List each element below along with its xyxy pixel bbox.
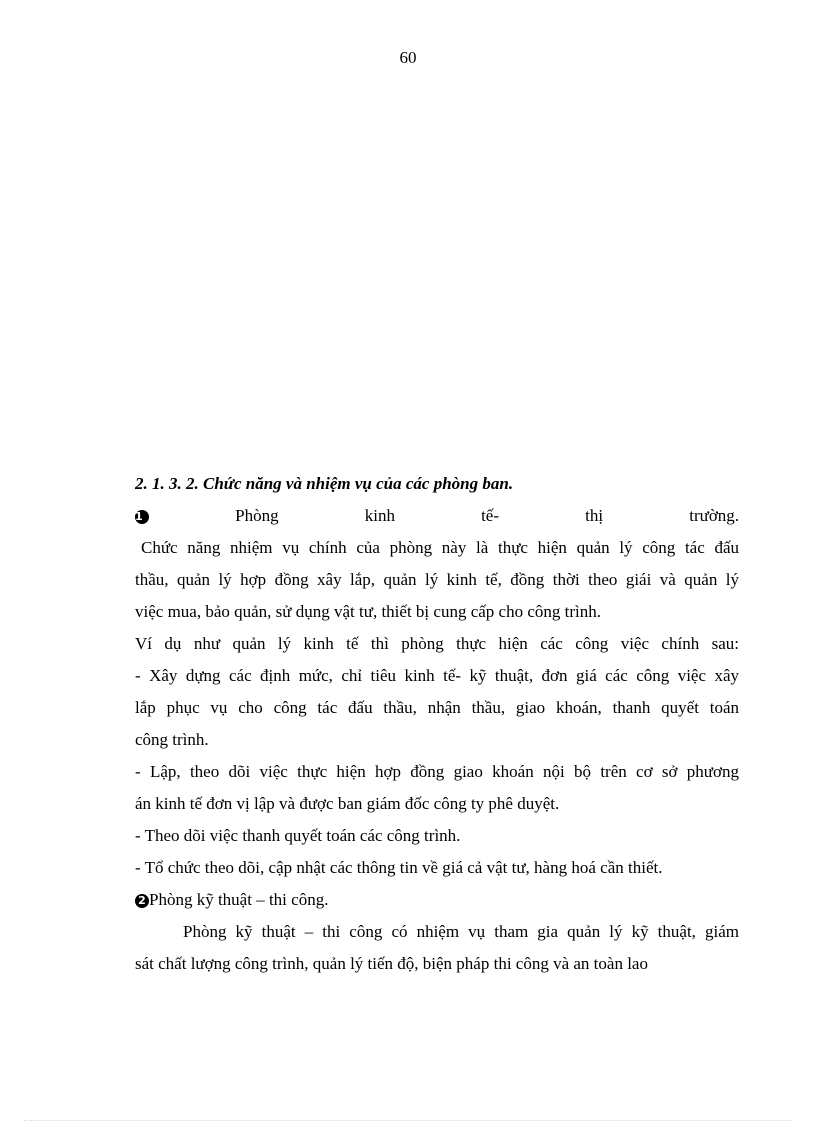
text-line: Phòng kỹ thuật – thi công có nhiệm vụ tham gia quản lý kỹ thuật, giám	[183, 922, 739, 941]
text-line: - Lập, theo dõi việc thực hiện hợp đồng giao khoán nội bộ trên cơ sở phương	[135, 762, 739, 781]
dept1-word: kinh	[364, 506, 395, 525]
dept2-heading	[135, 884, 739, 916]
dept1-word: trường.	[689, 506, 740, 525]
text-line: thầu, quản lý hợp đồng xây lắp, quản lý kinh tế, đồng thời theo giái và quản lý	[135, 570, 739, 589]
dept1-word: tế-	[481, 506, 500, 525]
text-line: lắp phục vụ cho công tác đấu thầu, nhận thầu, giao khoán, thanh quyết toán	[135, 698, 739, 717]
section-heading: 2. 1. 3. 2. Chức năng và nhiệm vụ của các phòng ban.	[135, 474, 514, 493]
text-line: - Xây dựng các định mức, chỉ tiêu kinh tế- kỹ thuật, đơn giá các công việc xây	[135, 666, 739, 685]
dept2-title: Phòng kỹ thuật – thi công.	[149, 890, 329, 909]
text-line: Chức năng nhiệm vụ chính của phòng này là thực hiện quản lý công tác đấu	[141, 538, 739, 557]
dept1-word: thị	[585, 506, 604, 525]
dept1-heading	[135, 500, 739, 532]
text-line: sát chất lượng công trình, quản lý tiến độ, biện pháp thi công và an toàn lao	[135, 954, 648, 973]
text-line: - Tổ chức theo dõi, cập nhật các thông tin về giá cả vật tư, hàng hoá cần thiết.	[135, 858, 663, 877]
text-line: - Theo dõi việc thanh quyết toán các công trình.	[135, 826, 461, 845]
page-bottom-divider	[24, 1120, 792, 1121]
numbered-bullet-icon: 2	[135, 894, 149, 908]
dept1-word: Phòng	[235, 506, 279, 525]
numbered-bullet-icon: 1	[135, 510, 149, 524]
text-line: việc mua, bảo quản, sử dụng vật tư, thiết bị cung cấp cho công trình.	[135, 602, 601, 621]
document-body	[135, 468, 739, 980]
text-line: án kinh tế đơn vị lập và được ban giám đốc công ty phê duyệt.	[135, 794, 560, 813]
page-number: 60	[399, 48, 417, 67]
text-line: Ví dụ như quản lý kinh tế thì phòng thực hiện các công việc chính sau:	[135, 634, 739, 653]
text-line: công trình.	[135, 730, 209, 749]
